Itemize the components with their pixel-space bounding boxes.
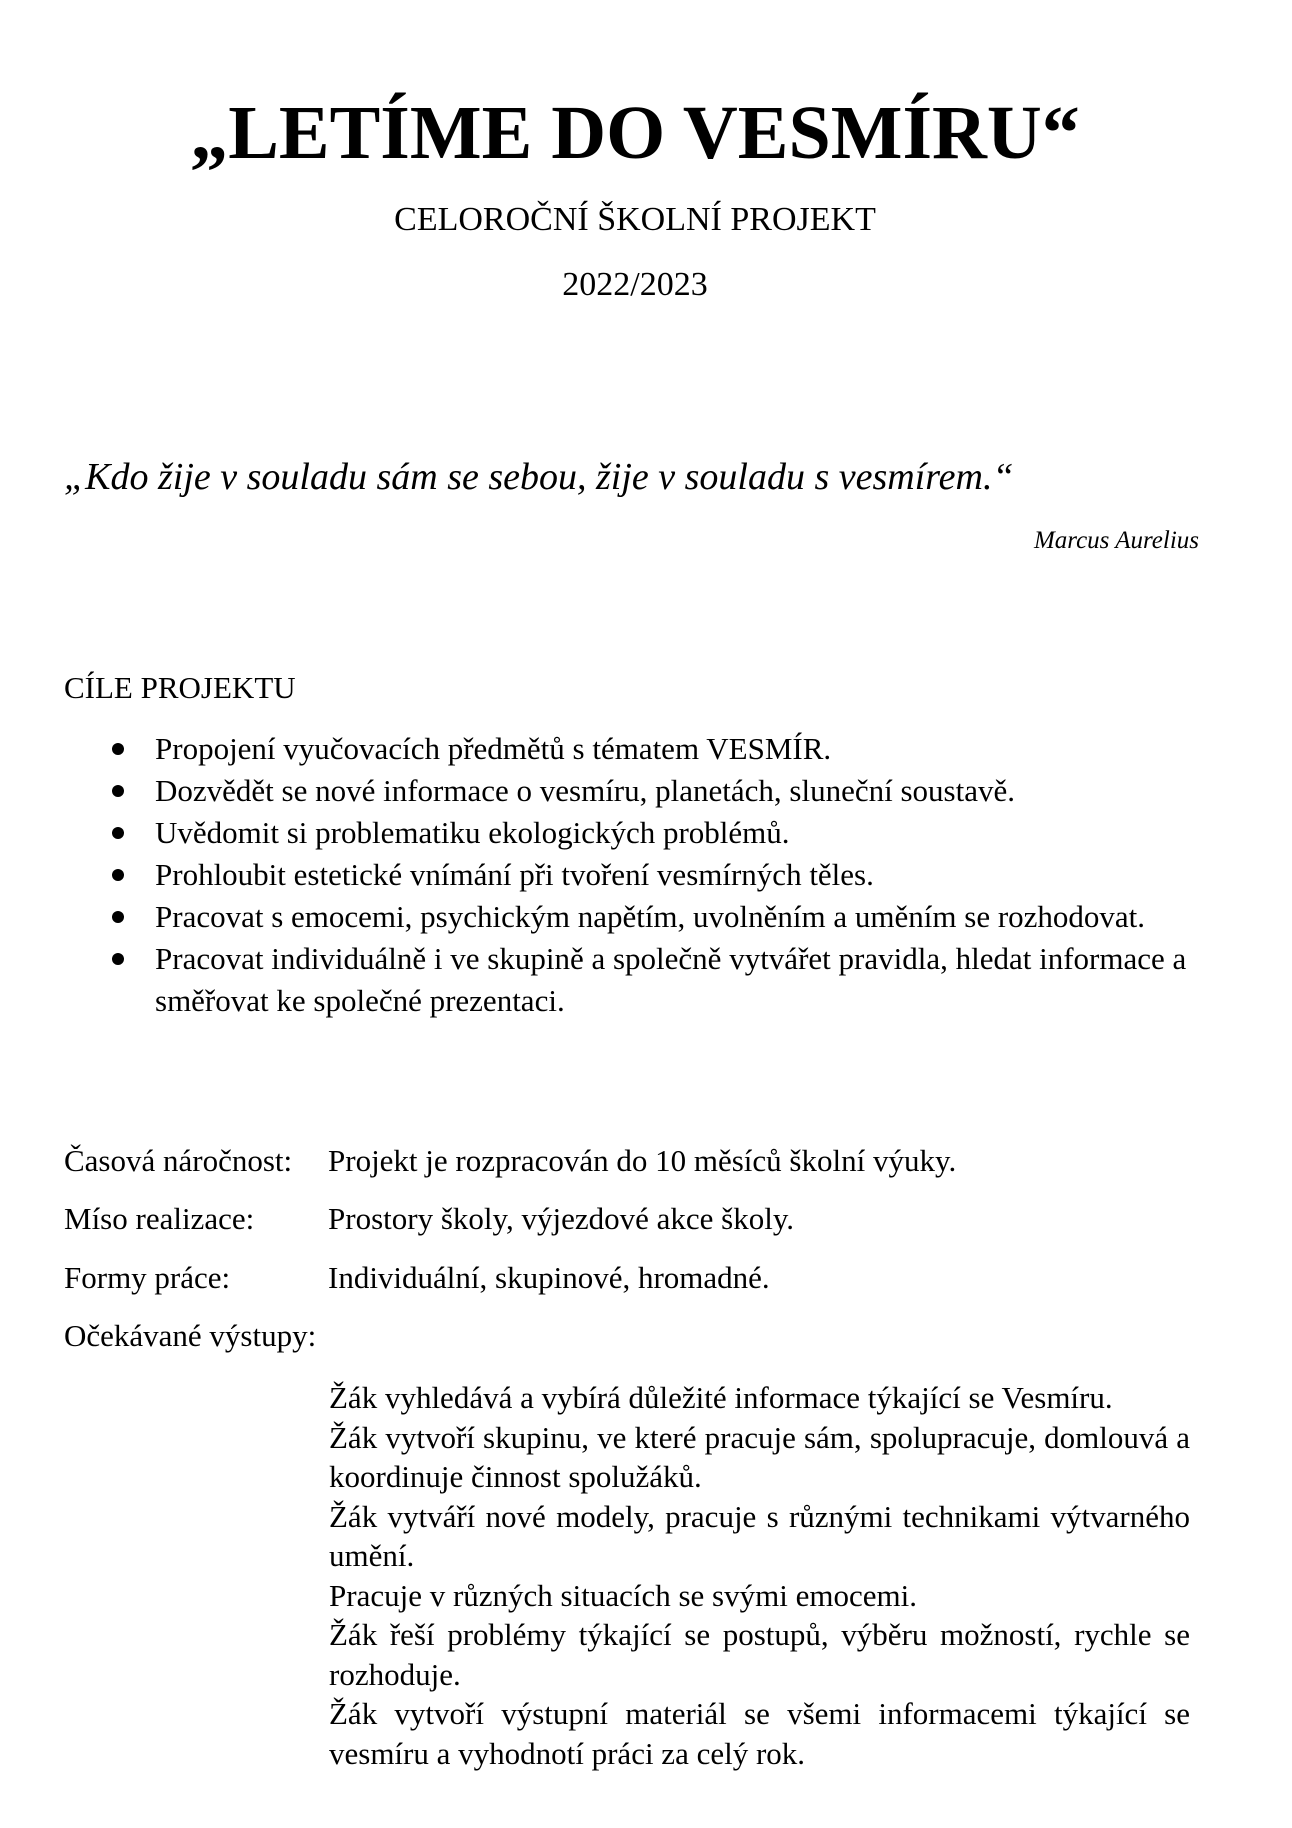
output-item: Pracuje v různých situacích se svými emocemi. [329,1577,917,1613]
goal-item [0,770,1200,812]
goal-text: Propojení vyučovacích předmětů s tématem VESMÍR. [155,731,832,766]
place-row [64,1203,1194,1234]
bullet-icon [112,743,124,755]
output-item: Žák vyhledává a vybírá důležité informace týkající se Vesmíru. [329,1380,1113,1415]
expected-outputs-list [329,1378,1190,1773]
goal-item [0,896,1200,938]
time-requirement-row [64,1145,1194,1176]
school-year: 2022/2023 [562,266,708,303]
place-label: Míso realizace: [64,1201,255,1236]
goal-text: Dozvědět se nové informace o vesmíru, planetách, sluneční soustavě. [155,773,1015,808]
goal-item [0,812,1200,854]
quote-author: Marcus Aurelius [1033,527,1199,554]
bullet-icon [112,785,124,797]
motto-quote: „Kdo žije v souladu sám se sebou, žije v souladu s vesmírem.“ [64,456,1014,498]
goal-item [0,728,1200,770]
work-forms-label: Formy práce: [64,1260,231,1295]
work-forms-value: Individuální, skupinové, hromadné. [328,1260,770,1295]
time-requirement-value: Projekt je rozpracován do 10 měsíců školní výuky. [328,1143,957,1178]
expected-outputs-label: Očekávané výstupy: [64,1318,317,1353]
expected-outputs-row [64,1320,1194,1351]
document-title: „LETÍME DO VESMÍRU“ [190,91,1080,175]
document-subtitle: CELOROČNÍ ŠKOLNÍ PROJEKT [394,201,876,238]
goal-item [0,854,1200,896]
bullet-icon [112,911,124,923]
goal-text: Uvědomit si problematiku ekologických problémů. [155,815,790,850]
time-requirement-label: Časová náročnost: [64,1143,293,1178]
output-item: Žák vytvoří skupinu, ve které pracuje sám, spolupracuje, domlouvá a koordinuje činnost spolužáků. [329,1419,1190,1494]
output-item: Žák vytváří nové modely, pracuje s různými technikami výtvarného umění. [329,1498,1190,1573]
goal-item [0,938,1200,1022]
bullet-icon [112,827,124,839]
goal-text: Prohloubit estetické vnímání při tvoření vesmírných těles. [155,857,874,892]
place-value: Prostory školy, výjezdové akce školy. [328,1201,795,1236]
goals-heading: CÍLE PROJEKTU [64,670,296,705]
bullet-icon [112,953,124,965]
output-item: Žák vytvoří výstupní materiál se všemi informacemi týkající se vesmíru a vyhodnotí práci za celý rok. [329,1696,1190,1771]
goals-list [0,728,1292,1022]
work-forms-row [64,1262,1194,1293]
goal-text: Pracovat individuálně i ve skupině a společně vytvářet pravidla, hledat informace a směřovat ke společné prezentaci. [155,941,1187,1018]
goal-text: Pracovat s emocemi, psychickým napětím, uvolněním a uměním se rozhodovat. [155,899,1146,934]
output-item: Žák řeší problémy týkající se postupů, výběru možností, rychle se rozhoduje. [329,1617,1190,1692]
bullet-icon [112,869,124,881]
